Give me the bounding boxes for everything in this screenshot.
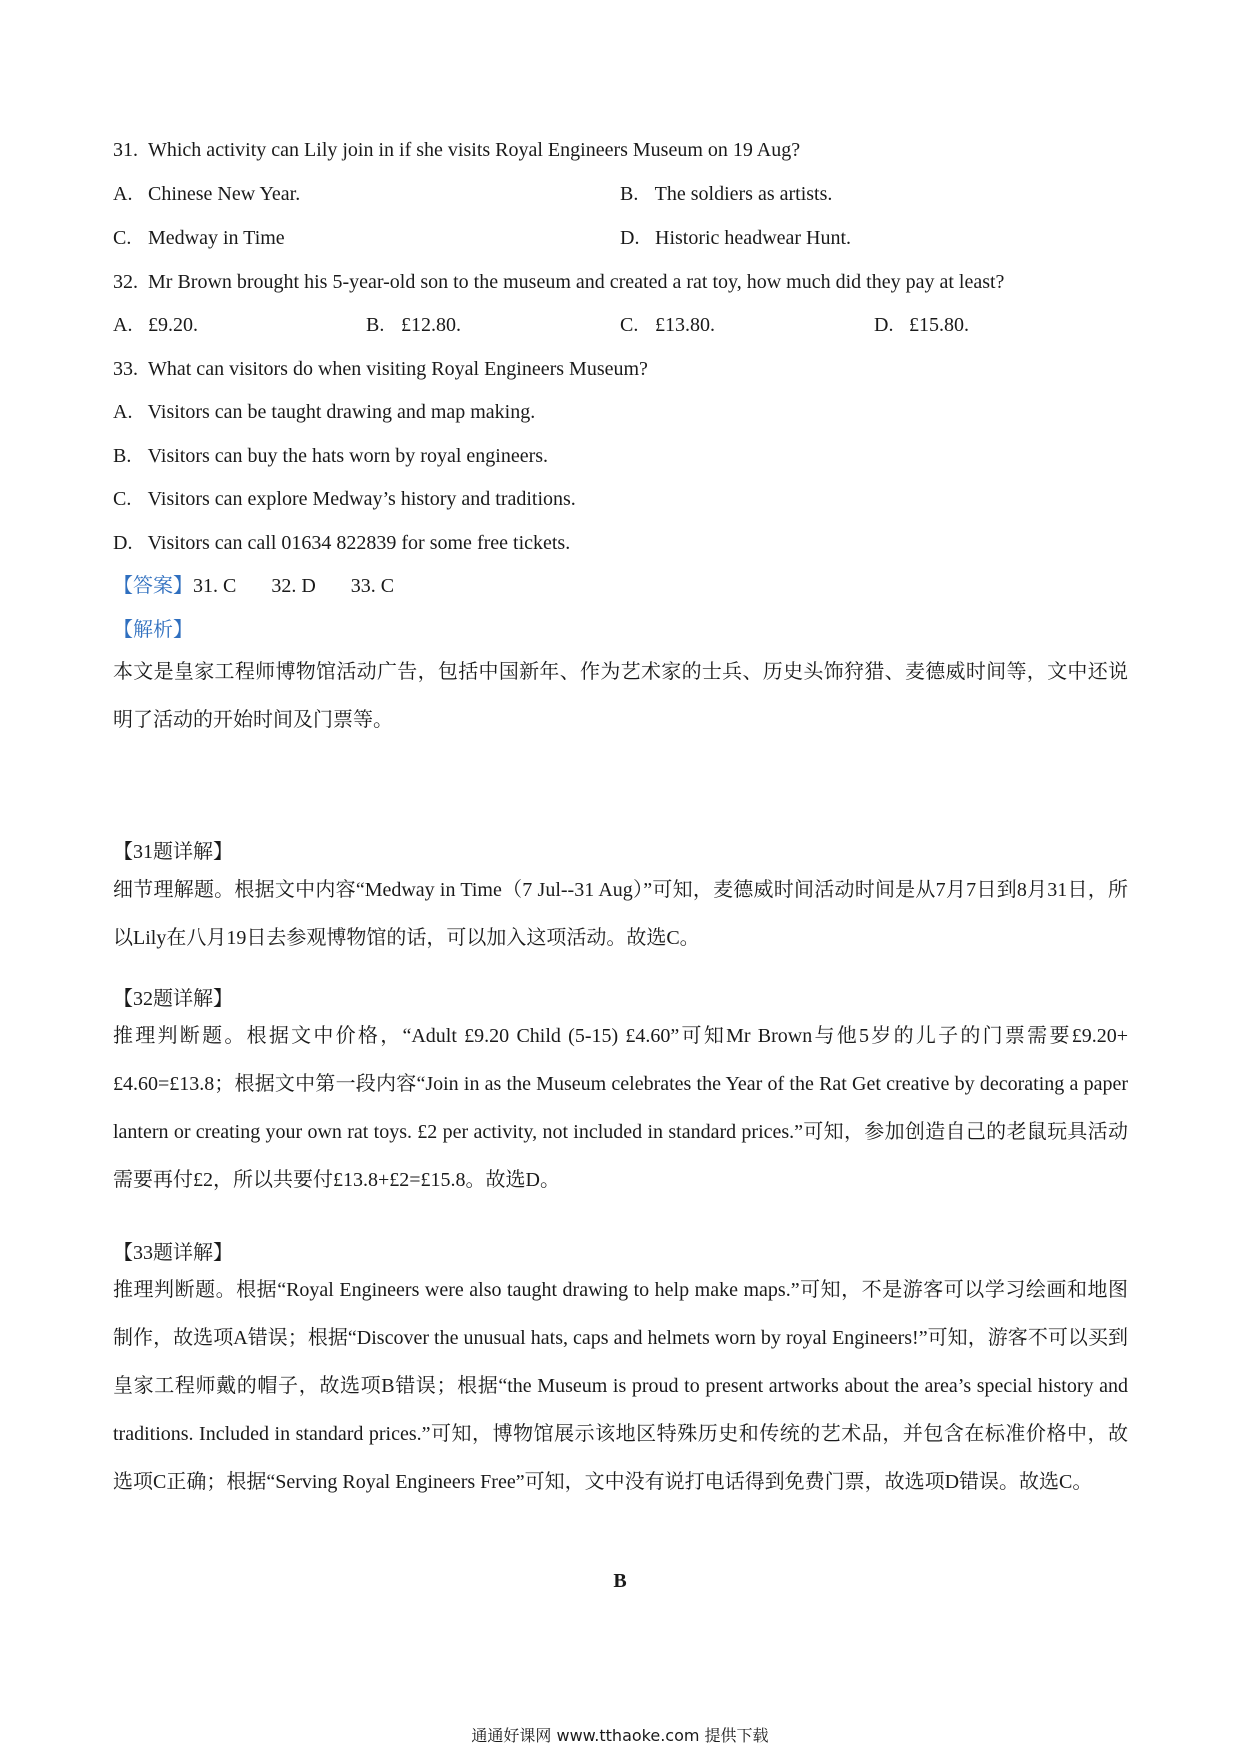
analysis-summary: 本文是皇家工程师博物馆活动广告，包括中国新年、作为艺术家的士兵、历史头饰狩猎、麦德威时间等，文中还说明了活动的开始时间及门票等。 [113, 661, 1128, 731]
detail-32-body: 推理判断题。根据文中价格，“Adult £9.20 Child (5-15) £4.60”可知Mr Brown与他5岁的儿子的门票需要£9.20+£4.60=£13.8；根据文中第一段内容“Join in as the Museum celebrates the Year of the Rat Get creative by decorating a paper lantern or creating your own rat toys. £2 per activity, not included in standard prices.”可知，参加创造自己的老鼠玩具活动需要再付£2，所以共要付£13.8+£2=£15.8。故选D。 [113, 1025, 1128, 1191]
option-text: £13.80. [655, 314, 715, 336]
q31-option-b [620, 180, 832, 208]
option-text: £12.80. [401, 314, 461, 336]
question-31-stem: 31. Which activity can Lily join in if she visits Royal Engineers Museum on 19 Aug? [113, 139, 801, 161]
detail-32-title: 【32题详解】 [113, 988, 233, 1010]
option-text: Visitors can buy the hats worn by royal engineers. [147, 445, 549, 467]
q32-option-c [620, 311, 715, 339]
option-mark: B. [366, 314, 385, 336]
q31-option-c [113, 224, 285, 252]
option-mark: B. [620, 183, 639, 205]
option-text: Visitors can call 01634 822839 for some free tickets. [147, 532, 571, 554]
q31-option-a [113, 180, 300, 208]
footer-source: 通通好课网 www.tthaoke.com 提供下载 [471, 1726, 769, 1745]
q33-option-a [113, 398, 535, 426]
analysis-tag: 【解析】 [113, 619, 193, 641]
option-text: Historic headwear Hunt. [655, 227, 852, 249]
option-mark: C. [620, 314, 639, 336]
option-mark: C. [113, 488, 132, 510]
option-text: Chinese New Year. [148, 183, 301, 205]
q32-option-b [366, 311, 461, 339]
option-text: The soldiers as artists. [654, 183, 833, 205]
q33-option-b [113, 442, 548, 470]
option-text: £9.20. [148, 314, 198, 336]
option-mark: D. [874, 314, 894, 336]
answer-values: 31. C 32. D 33. C [193, 575, 395, 597]
detail-31-body: 细节理解题。根据文中内容“Medway in Time（7 Jul--31 Aug）”可知，麦德威时间活动时间是从7月7日到8月31日，所以Lily在八月19日去参观博物馆的话，可以加入这项活动。故选C。 [113, 879, 1128, 949]
option-text: Visitors can be taught drawing and map making. [147, 401, 536, 423]
option-mark: A. [113, 401, 133, 423]
q33-option-d [113, 529, 570, 557]
q32-option-d [874, 311, 969, 339]
question-32-stem: 32. Mr Brown brought his 5-year-old son to the museum and created a rat toy, how much did they pay at least? [113, 271, 1005, 293]
detail-33-body: 推理判断题。根据“Royal Engineers were also taught drawing to help make maps.”可知，不是游客可以学习绘画和地图制作，故选项A错误；根据“Discover the unusual hats, caps and helmets worn by royal Engineers!”可知，游客不可以买到皇家工程师戴的帽子，故选项B错误；根据“the Museum is proud to present artworks about the area’s special history and traditions. Included in standard prices.”可知，博物馆展示该地区特殊历史和传统的艺术品，并包含在标准价格中，故选项C正确；根据“Serving Royal Engineers Free”可知，文中没有说打电话得到免费门票，故选项D错误。故选C。 [113, 1279, 1128, 1493]
answer-tag: 【答案】 [113, 575, 193, 597]
option-text: £15.80. [909, 314, 969, 336]
detail-33-title: 【33题详解】 [113, 1242, 233, 1264]
option-mark: D. [620, 227, 640, 249]
option-text: Medway in Time [148, 227, 285, 249]
option-mark: A. [113, 183, 133, 205]
option-mark: A. [113, 314, 133, 336]
option-text: Visitors can explore Medway’s history and traditions. [147, 488, 576, 510]
option-mark: D. [113, 532, 133, 554]
question-33-stem: 33. What can visitors do when visiting Royal Engineers Museum? [113, 358, 648, 380]
detail-31-title: 【31题详解】 [113, 841, 233, 863]
option-mark: C. [113, 227, 132, 249]
answer-line [113, 572, 394, 600]
q31-option-d [620, 224, 851, 252]
section-b-heading: B [613, 1570, 627, 1592]
q32-option-a [113, 311, 198, 339]
option-mark: B. [113, 445, 132, 467]
q33-option-c [113, 485, 576, 513]
